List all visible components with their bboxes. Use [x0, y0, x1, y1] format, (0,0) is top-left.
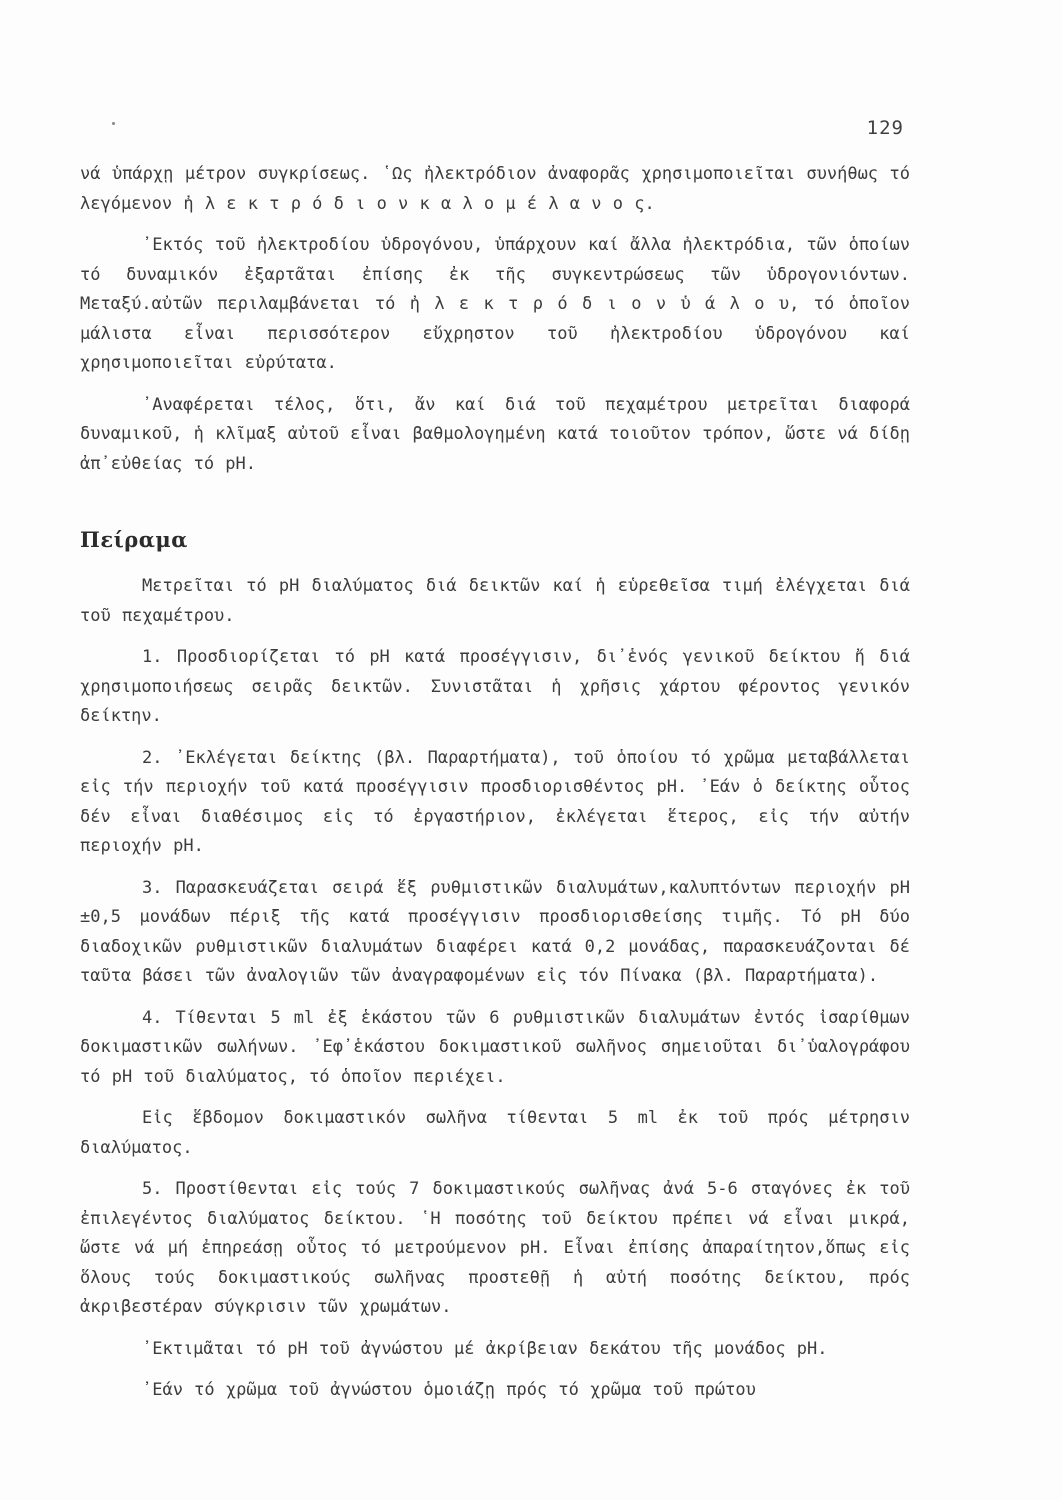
paragraph-other-electrodes: ᾿Εκτός τοῦ ἠλεκτροδίου ὑδρογόνου, ὑπάρχουν καί ἄλλα ἠλεκτρόδια, τῶν ὁποίων τό δυναμικόν ἐξαρτᾶται ἐπίσης ἐκ τῆς συγκεντρώσεως τῶν ὑδρογονιόντων. Μεταξύ.αὐτῶν περιλαμβάνεται τό ἠ λ ε κ τ ρ ό δ ι ο ν ὑ ά λ ο υ, τό ὁποῖον μάλιστα εἶναι περισσότερον εὔχρηστον τοῦ ἠλεκτροδίου ὑδρογόνου καί χρησιμοποιεῖται εὐρύτατα.: [80, 235, 910, 373]
paragraph-seventh-tube: Εἰς ἕβδομον δοκιμαστικόν σωλῆνα τίθενται 5 ml ἐκ τοῦ πρός μέτρησιν διαλύματος.: [80, 1108, 910, 1158]
paragraph-estimate-ph: ᾿Εκτιμᾶται τό pH τοῦ ἀγνώστου μέ ἀκρίβειαν δεκάτου τῆς μονάδος pH.: [142, 1338, 828, 1359]
paragraph-step-5: 5. Προστίθενται εἰς τούς 7 δοκιμαστικούς σωλῆνας ἀνά 5-6 σταγόνες ἐκ τοῦ ἐπιλεγέντος διαλύματος δείκτου. ῾Η ποσότης τοῦ δείκτου πρέπει νά εἶναι μικρά, ὥστε νά μή ἐπηρεάσῃ οὗτος τό μετρούμενον pH. Εἶναι ἐπίσης ἀπαραίτητον,ὅπως εἰς ὅλους τούς δοκιμαστικούς σωλῆνας προστεθῇ ἡ αὐτή ποσότης δείκτου, πρός ἀκριβεστέραν σύγκρισιν τῶν χρωμάτων.: [80, 1179, 910, 1317]
paragraph-step-1: 1. Προσδιορίζεται τό pH κατά προσέγγισιν, δι᾿ἑνός γενικοῦ δείκτου ἤ διά χρησιμοποιήσεως σειρᾶς δεικτῶν. Συνιστᾶται ἡ χρῆσις χάρτου φέροντος γενικόν δείκτην.: [80, 647, 910, 726]
paragraph-color-match: ᾿Εάν τό χρῶμα τοῦ ἀγνώστου ὁμοιάζῃ πρός τό χρῶμα τοῦ πρώτου: [142, 1380, 756, 1400]
paragraph-step-2: 2. ᾿Εκλέγεται δείκτης (βλ. Παραρτήματα), τοῦ ὁποίου τό χρῶμα μεταβάλλεται εἰς τήν περιοχήν τοῦ κατά προσέγγισιν προσδιορισθέντος pH. ᾿Εάν ὁ δείκτης οὗτος δέν εἶναι διαθέσιμος εἰς τό ἐργαστήριον, ἐκλέγεται ἕτερος, εἰς τήν αὐτήν περιοχήν pH.: [80, 747, 910, 856]
section-heading: Πείραμα: [80, 527, 188, 552]
scan-speck: [112, 122, 115, 125]
paragraph-step-4: 4. Τίθενται 5 ml ἐξ ἑκάστου τῶν 6 ρυθμιστικῶν διαλυμάτων ἐντός ἰσαρίθμων δοκιμαστικῶν σωλήνων. ᾿Εφ᾿ἑκάστου δοκιμαστικοῦ σωλῆνος σημειοῦται δι᾿ὑαλογράφου τό pH τοῦ διαλύματος, τό ὁποῖον περιέχει.: [80, 1007, 910, 1087]
paragraph-experiment-intro: Μετρεῖται τό pH διαλύματος διά δεικτῶν καί ἡ εὑρεθεῖσα τιμή ἐλέγχεται διά τοῦ πεχαμέτρου.: [80, 576, 910, 626]
page-number: 129: [866, 117, 904, 139]
paragraph-step-3: 3. Παρασκευάζεται σειρά ἕξ ρυθμιστικῶν διαλυμάτων,καλυπτόντων περιοχήν pH ±0,5 μονάδων πέριξ τῆς κατά προσέγγισιν προσδιορισθείσης τιμῆς. Τό pH δύο διαδοχικῶν ρυθμιστικῶν διαλυμάτων διαφέρει κατά 0,2 μονάδας, παρασκευάζονται δέ ταῦτα βάσει τῶν ἀναλογιῶν τῶν ἀναγραφομένων εἰς τόν Πίνακα (βλ. Παραρτήματα).: [80, 877, 910, 986]
paragraph-ph-meter-scale: ᾿Αναφέρεται τέλος, ὅτι, ἄν καί διά τοῦ πεχαμέτρου μετρεῖται διαφορά δυναμικοῦ, ἡ κλῖμαξ αὐτοῦ εἶναι βαθμολογημένη κατά τοιοῦτον τρόπον, ὥστε νά δίδῃ ἀπ᾿εὐθείας τό pH.: [80, 394, 910, 474]
paragraph-continuation: νά ὑπάρχῃ μέτρον συγκρίσεως. ῾Ως ἠλεκτρόδιον ἀναφορᾶς χρησιμοποιεῖται συνήθως τό λεγόμενον ἠ λ ε κ τ ρ ό δ ι ο ν κ α λ ο μ έ λ α ν ο ς.: [80, 164, 910, 214]
body-text: [80, 160, 910, 1418]
